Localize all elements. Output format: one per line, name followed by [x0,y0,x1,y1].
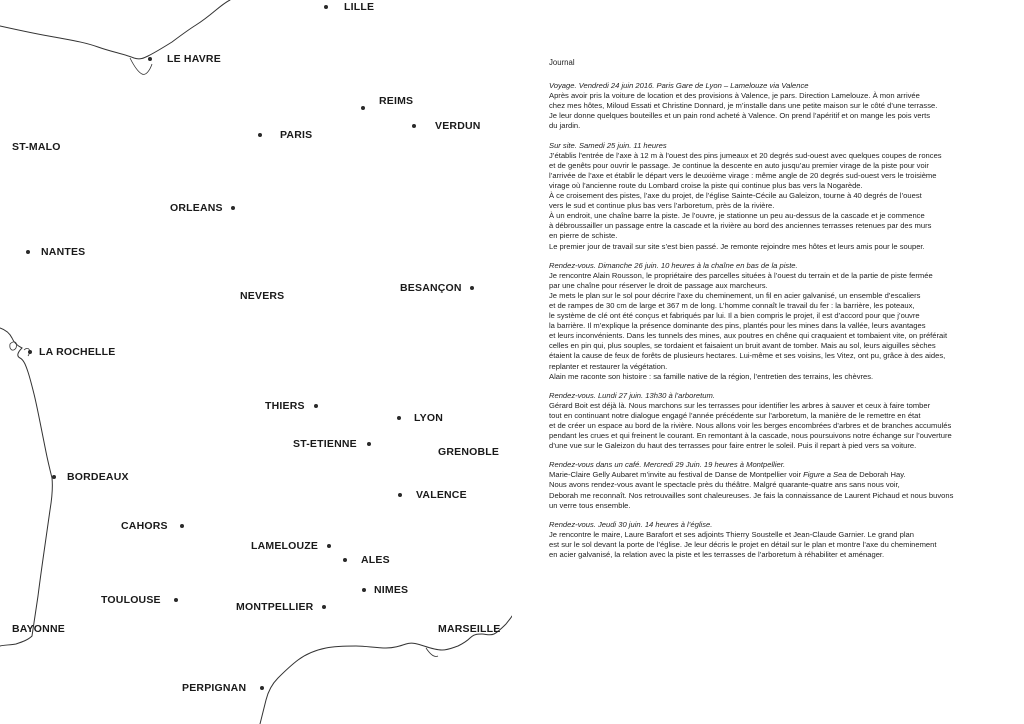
city-dot [322,605,326,609]
entry-line: et de rampes de 30 cm de large et 367 m de long. L’homme connaît le travail du fer : la barrière, les poteaux, [549,300,915,310]
entry-line: Deborah me reconnaît. Nos retrouvailles sont chaleureuses. Je fais la connaissance de Laurent Pichaud et nous buvons [549,490,954,500]
city-dot [148,57,152,61]
city-label: NEVERS [240,290,285,302]
city-label: LAMELOUZE [251,540,319,552]
entry-line: Après avoir pris la voiture de location et des provisions à Valence, je pars. Direction Lamelouze. À mon arrivée [549,91,920,101]
entry-line: en pierre de schiste. [549,231,618,241]
journal-entry [549,520,1009,560]
city-label: PARIS [280,129,313,141]
city-dot [470,286,474,290]
city-label: LA ROCHELLE [39,346,116,358]
city-label: LILLE [344,1,375,13]
city-label: CAHORS [121,520,168,532]
city-label: MONTPELLIER [236,601,314,613]
city-label: ORLEANS [170,202,223,214]
city-dot [231,206,235,210]
entry-line: Je rencontre Alain Rousson, le propriétaire des parcelles situées à l’ouest du terrain et de la partie de piste fermée [549,270,933,280]
journal-entry [549,391,1009,452]
entry-heading: Rendez-vous. Dimanche 26 juin. 10 heures à la chaîne en bas de la piste. [549,260,798,270]
entry-line: Le premier jour de travail sur site s’est bien passé. Je remonte rejoindre mes hôtes et leurs amis pour le souper. [549,241,925,251]
city-label: VALENCE [416,489,467,501]
performance-title: Figure a Sea [803,470,847,480]
entry-heading: Voyage. Vendredi 24 juin 2016. Paris Gare de Lyon – Lamelouze via Valence [549,81,809,91]
city-label: LYON [414,412,444,424]
entry-line: étaient la cause de feux de forêts de plusieurs hectares. Lui-même et ses voisins, les Vitez, ont pu, grâce à des aides, [549,351,946,361]
city-dot [324,5,328,9]
entry-line: et leurs inconvénients. Dans les tunnels des mines, aux poutres en chêne qui craquaient et tombaient vite, on préférait [549,331,948,341]
entry-line: le système de clé ont été conçus et fabriqués par lui. Il a bien compris le projet, il est d’accord pour que j’ouvre [549,311,920,321]
city-label: THIERS [265,400,305,412]
city-label: LE HAVRE [167,53,221,65]
entry-line: Nous avons rendez-vous avant le spectacle près du théâtre. Malgré quarante-quatre ans sans nous voir, [549,480,900,490]
journal-entry [549,141,1009,252]
city-label: ST-MALO [12,141,61,153]
entry-line: et de créer un espace au bord de la rivière. Nous allons voir les berges encombrées d’arbres et de branches accumulés [549,421,952,430]
entry-line: à débroussailler un passage entre la cascade et la rivière au bord des anciennes terrasses retenues par des murs [549,221,932,231]
entry-line: virage où l’ancienne route du Lombard croise la piste qui continue plus bas vers la Nogarède. [549,180,863,190]
journal-title: Journal [549,58,575,67]
city-label: PERPIGNAN [182,682,247,694]
city-label: GRENOBLE [438,446,500,458]
entry-line: Gérard Boit est déjà là. Nous marchons sur les terrasses pour identifier les arbres à sauver et ceux à faire tomber [549,400,931,410]
city-dot [180,524,184,528]
city-label: TOULOUSE [101,594,161,606]
entry-heading: Rendez-vous. Jeudi 30 juin. 14 heures à l’église. [549,519,713,529]
city-dot [367,442,371,446]
city-dot [52,475,56,479]
entry-line: la barrière. Il m’explique la présence dominante des pins, plantés pour les mines dans la vallée, leurs avantages [549,321,926,331]
entry-line: J’établis l’entrée de l’axe à 12 m à l’ouest des pins jumeaux et 20 degrés sud-ouest avec quelques coupes de ronces [549,150,942,160]
entry-line [549,470,1009,480]
city-dot [397,416,401,420]
entry-line: À ce croisement des pistes, l’axe du projet, de l’église Sainte-Cécile au Galeizon, tourne à 40 degrés de l’ouest [549,191,922,201]
journal [549,58,1009,569]
city-label: ALES [361,554,390,566]
city-dot [362,588,366,592]
city-label: REIMS [379,95,414,107]
entry-line: Je mets le plan sur le sol pour décrire l’axe du cheminement, un fil en acier galvanisé, un ensemble d’escaliers [549,290,921,300]
city-label: BORDEAUX [67,471,129,483]
journal-entry [549,460,1009,510]
entry-line: en acier galvanisé, la relation avec la piste et les terrasses de l’arboretum à réhabiliter et aménager. [549,550,885,560]
west-coastline [0,328,52,646]
entry-line-text: de Deborah Hay. [846,470,906,480]
city-dot [258,133,262,137]
entry-line: est sur le sol devant la porte de l’église. Je leur décris le projet en détail sur le plan et montre l’axe du cheminement [549,539,937,549]
city-dot [327,544,331,548]
entry-line: À un endroit, une chaîne barre la piste. Je l’ouvre, je stationne un peu au-dessus de la cascade et je commence [549,211,925,221]
entry-line: vers le sud et continue plus bas vers l’arboretum, près de la rivière. [549,201,775,211]
entry-line: un verre tous ensemble. [549,500,631,510]
city-label: VERDUN [435,120,481,132]
entry-line: l’arrivée de l’axe et établir le départ vers le deuxième virage : même angle de 20 degrés sud-ouest vers le troisième [549,170,937,180]
entry-heading: Rendez-vous. Lundi 27 juin. 13h30 à l’arboretum. [549,390,715,400]
entry-line: par une chaîne pour réserver le droit de passage aux marcheurs. [549,280,768,290]
city-label: BAYONNE [12,623,65,635]
city-dot [314,404,318,408]
city-dot [174,598,178,602]
journal-entry [549,261,1009,382]
city-dot [412,124,416,128]
entry-line: et de genêts pour ouvrir le passage. Je continue la descente en auto jusqu’au premier virage de la piste pour voir [549,160,929,170]
entry-line: Je rencontre le maire, Laure Barafort et ses adjoints Thierry Soustelle et Jean-Claude Garnier. Le grand plan [549,529,914,539]
city-dot [26,250,30,254]
entry-line-text: Marie-Claire Gelly Aubaret m’invite au festival de Danse de Montpellier voir [549,470,804,480]
entry-line: tout en continuant notre dialogue engagé l’année précédente sur l’arboretum, la manière de le remettre en état [549,410,921,420]
entry-line: pendant les crues et qui freinent le courant. En remontant à la cascade, nous poursuivons notre échange sur l’ouverture [549,431,952,441]
city-label: BESANÇON [400,282,462,294]
entry-line: d’une vue sur le Galeizon du haut des terrasses pour faire entrer le soleil. Puis il repart à pied vers sa voiture. [549,441,917,451]
entry-line: du jardin. [549,121,581,131]
entry-line: replanter et restaurer la végétation. [549,361,668,371]
city-label: MARSEILLE [438,623,501,635]
city-dot [343,558,347,562]
entry-line: celles en pin qui, plus souples, se tordaient et faisaient un bruit avant de tomber. Mais au sol, leurs aiguilles sèches [549,341,936,351]
journal-entry [549,81,1009,131]
city-dot [398,493,402,497]
city-label: NANTES [41,246,86,258]
entry-line: chez mes hôtes, Miloud Essati et Christine Donnard, je m’installe dans une petite maison sur le côté d’une terrasse. [549,101,938,111]
city-dot [361,106,365,110]
city-dot [28,350,32,354]
north-coastline [0,0,230,59]
entry-line: Je leur donne quelques bouteilles et un pain rond acheté à Valence. On prend l’apéritif et on mange les pois verts [549,111,931,121]
entry-heading: Sur site. Samedi 25 juin. 11 heures [549,140,667,150]
city-label: ST-ETIENNE [293,438,357,450]
city-dot [260,686,264,690]
entry-heading: Rendez-vous dans un café. Mercredi 29 Juin. 19 heures à Montpellier. [549,460,786,470]
city-label: NIMES [374,584,409,596]
entry-line: Alain me raconte son histoire : sa famille native de la région, l’entretien des terrains, les chèvres. [549,371,874,381]
